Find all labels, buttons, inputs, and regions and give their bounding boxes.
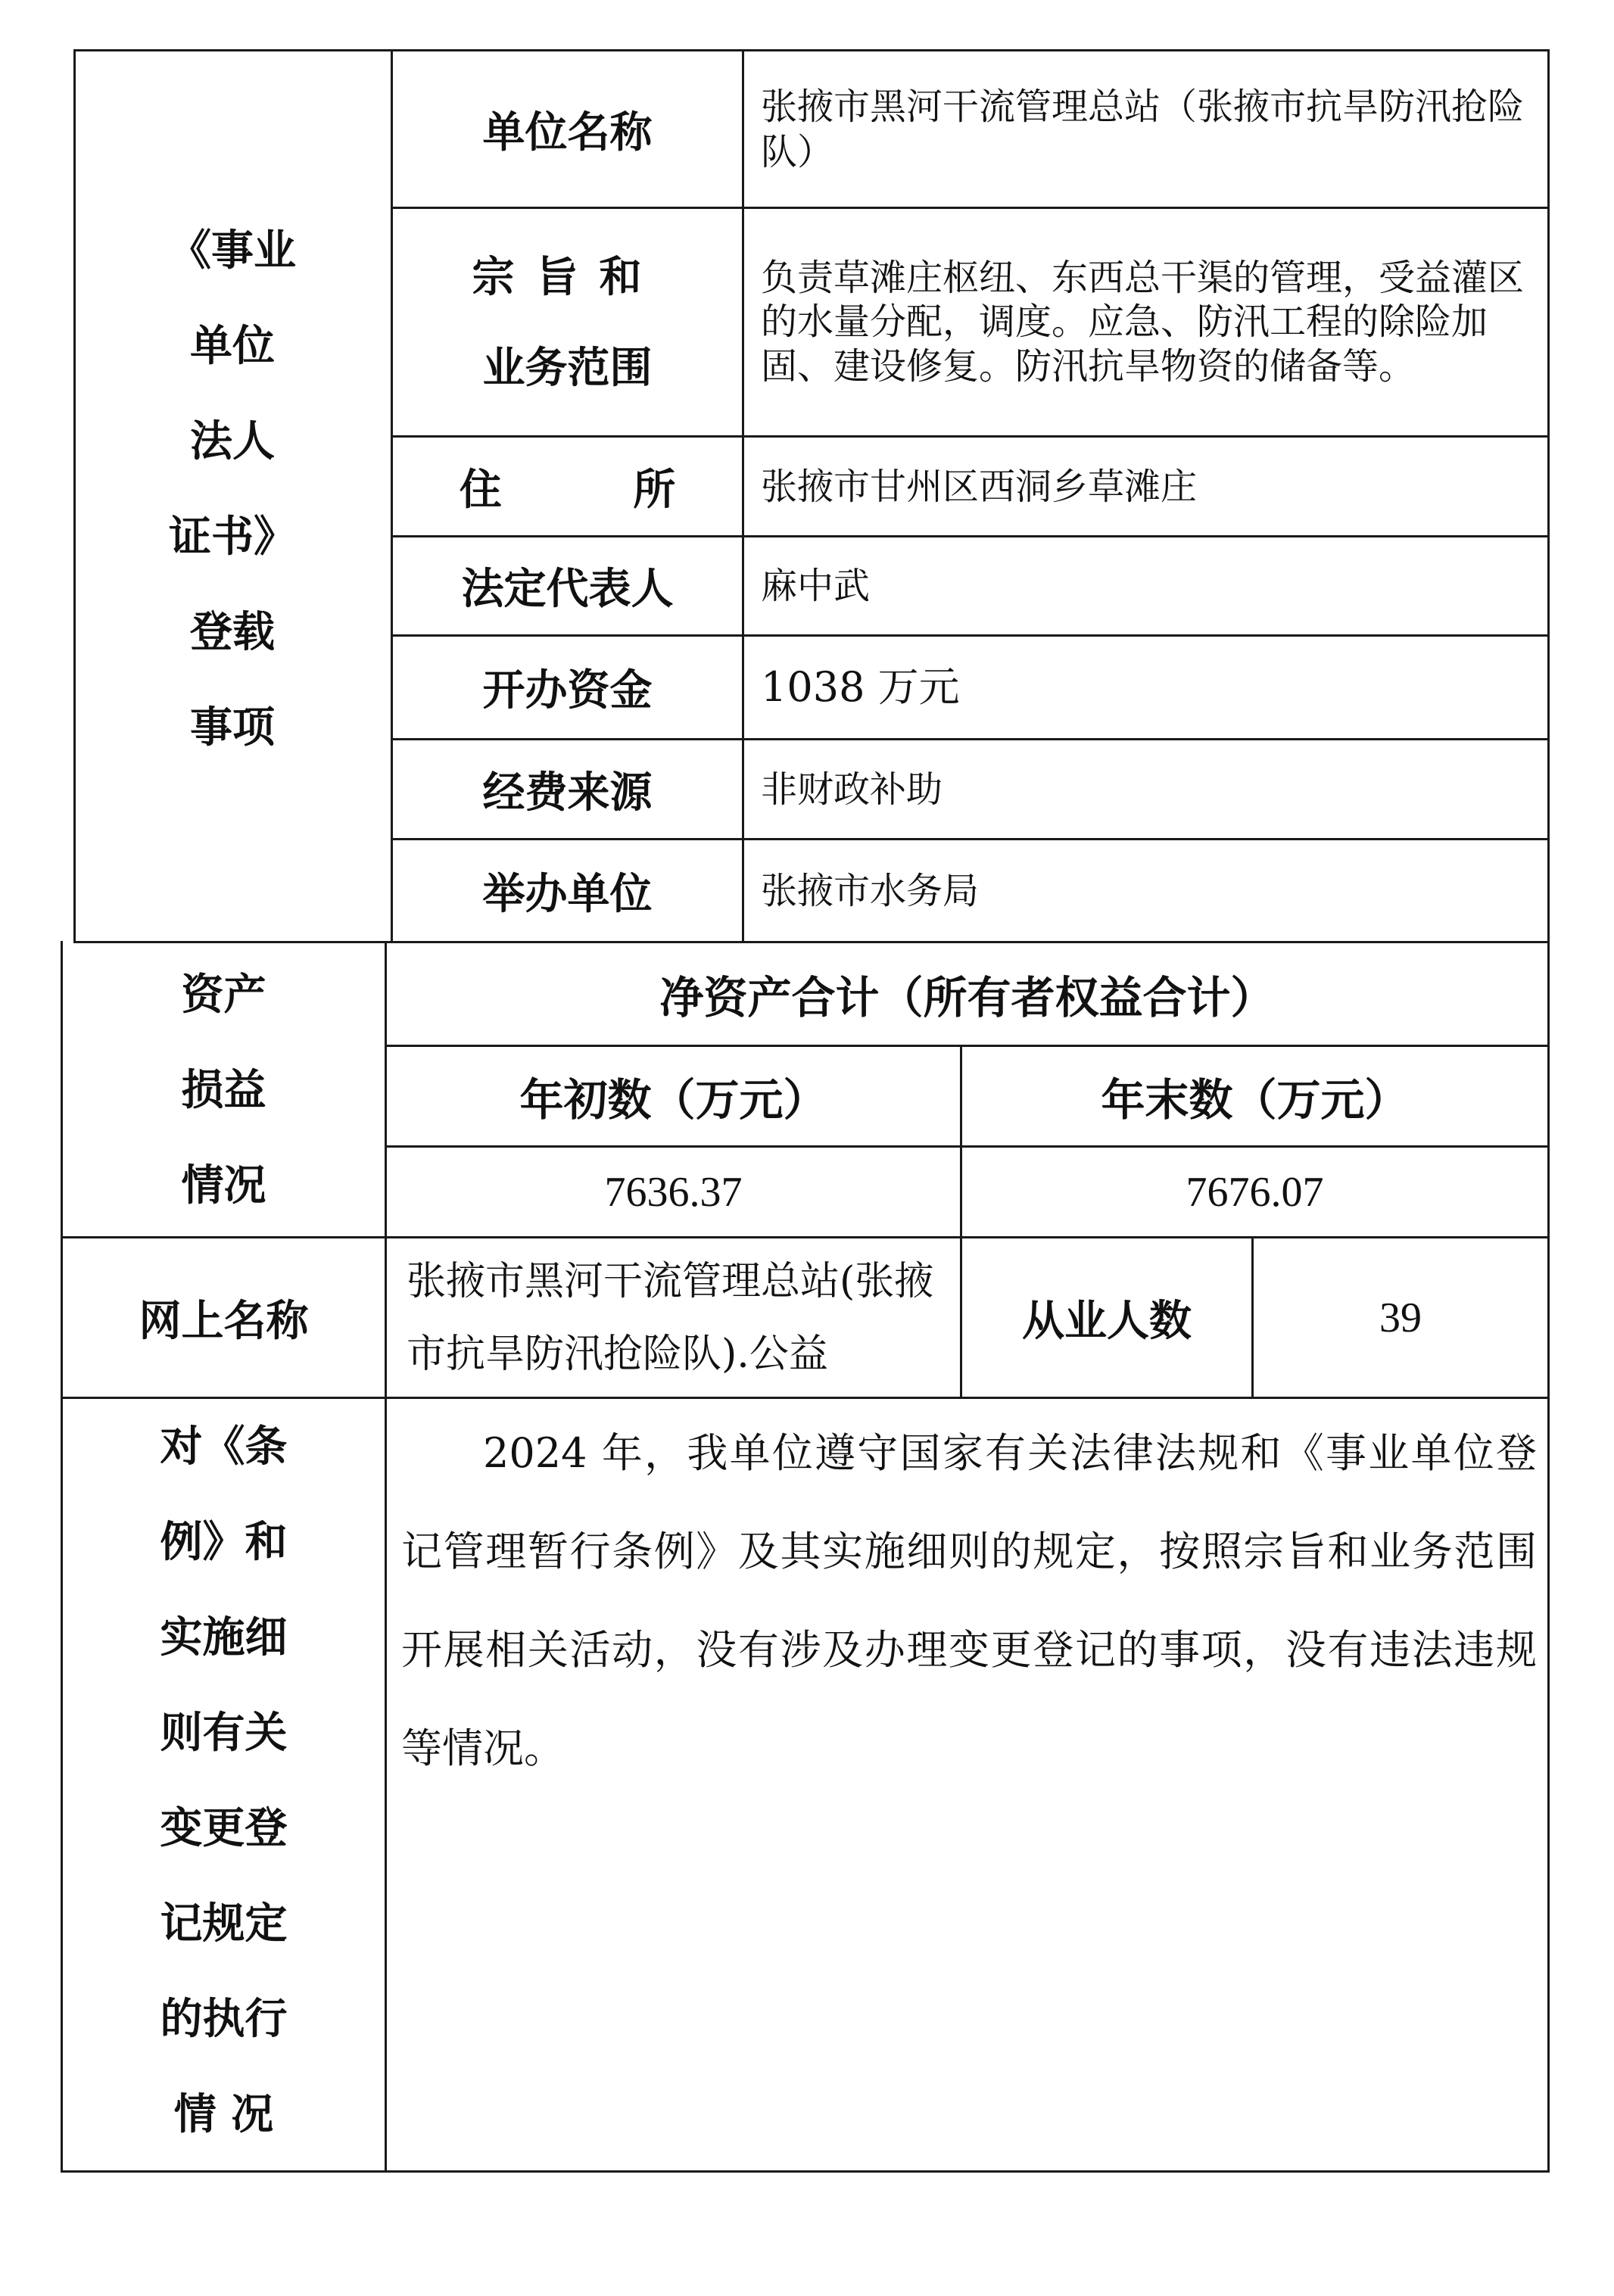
side-line: 对《条 xyxy=(160,1422,288,1472)
value-legal-rep: 麻中武 xyxy=(761,565,871,607)
label-staff-count: 从业人数 xyxy=(1022,1295,1192,1346)
side-line: 登载 xyxy=(190,607,275,657)
label-purpose xyxy=(393,209,742,435)
side-line: 记规定 xyxy=(160,1899,288,1949)
side-line: 则有关 xyxy=(160,1708,288,1758)
label-sponsor: 举办单位 xyxy=(482,868,653,919)
side-line: 事项 xyxy=(190,703,275,752)
side-line: 单位 xyxy=(190,321,275,371)
value-online-name: 张掖市黑河干流管理总站(张掖市抗旱防汛抢险队).公益 xyxy=(407,1258,934,1377)
assets-begin-value: 7636.37 xyxy=(604,1168,743,1216)
label-funding-source: 经费来源 xyxy=(482,767,653,818)
side-line: 资产 xyxy=(181,969,266,1020)
label-address xyxy=(393,438,807,535)
side-line: 损益 xyxy=(181,1064,266,1115)
side-line: 的执行 xyxy=(160,1994,288,2044)
side-label-compliance xyxy=(63,1399,385,2170)
compliance-text: 2024 年，我单位遵守国家有关法律法规和《事业单位登记管理暂行条例》及其实施细则的规定，按照宗旨和业务范围开展相关活动，没有涉及办理变更登记的事项，没有违法违规等情况。 xyxy=(401,1429,1537,1772)
value-capital: 1038 万元 xyxy=(761,663,960,712)
label-capital: 开办资金 xyxy=(482,665,653,715)
side-line: 证书》 xyxy=(169,512,296,562)
border-right xyxy=(1547,49,1550,2173)
value-address: 张掖市甘州区西洞乡草滩庄 xyxy=(761,465,1198,508)
value-purpose: 负责草滩庄枢纽、东西总干渠的管理，受益灌区的水量分配，调度。应急、防汛工程的除险加固、建设修复。防汛抗旱物资的储备等。 xyxy=(761,256,1525,388)
label-legal-rep: 法定代表人 xyxy=(461,564,674,614)
assets-end-value: 7676.07 xyxy=(1186,1168,1324,1216)
label-address-text: 住所 xyxy=(459,464,807,515)
value-sponsor: 张掖市水务局 xyxy=(761,869,980,912)
side-label-online-name: 网上名称 xyxy=(139,1295,309,1346)
value-funding-source: 非财政补助 xyxy=(761,768,943,811)
side-label-registration xyxy=(76,203,389,775)
label-purpose-line1: 宗旨和 xyxy=(472,251,663,302)
value-unit-name: 张掖市黑河干流管理总站（张掖市抗旱防汛抢险队） xyxy=(761,85,1525,173)
side-line: 情 况 xyxy=(173,2089,274,2139)
assets-end-label: 年末数（万元） xyxy=(1101,1074,1409,1126)
label-unit-name: 单位名称 xyxy=(482,107,653,157)
side-line: 情况 xyxy=(181,1160,266,1210)
label-purpose-line2: 业务范围 xyxy=(482,342,653,393)
side-line: 变更登 xyxy=(160,1803,288,1853)
assets-begin-label: 年初数（万元） xyxy=(519,1074,827,1126)
side-line: 实施细 xyxy=(160,1612,288,1662)
border-bottom xyxy=(61,2170,1549,2173)
value-staff-count: 39 xyxy=(1379,1294,1422,1341)
side-label-assets xyxy=(63,943,385,1236)
side-line: 法人 xyxy=(190,416,275,466)
assets-header: 净资产合计（所有者权益合计） xyxy=(659,972,1275,1023)
side-line: 《事业 xyxy=(169,226,296,276)
side-line: 例》和 xyxy=(160,1517,288,1567)
